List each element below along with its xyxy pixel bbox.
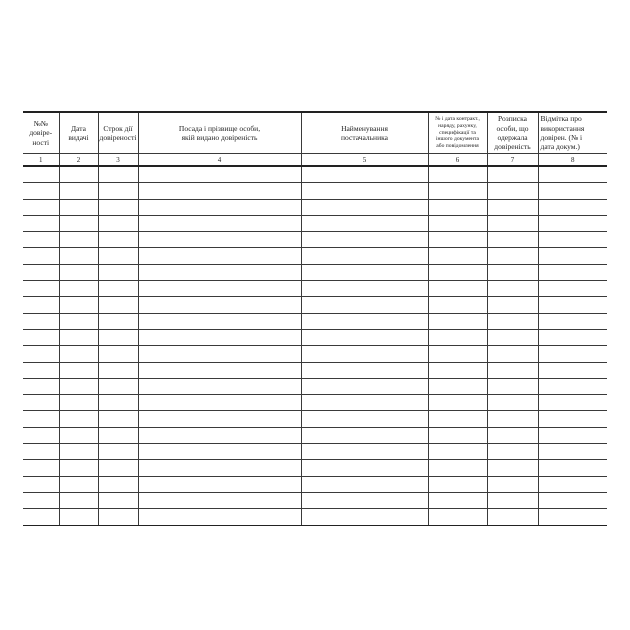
table-cell [538, 297, 607, 313]
table-cell [538, 476, 607, 492]
header-attorney-number: №№ довіре- ності [23, 112, 59, 154]
table-cell [428, 313, 487, 329]
table-cell [59, 199, 98, 215]
table-cell [538, 248, 607, 264]
table-cell [487, 199, 538, 215]
table-cell [138, 444, 301, 460]
table-cell [487, 476, 538, 492]
column-number: 1 [23, 154, 59, 167]
table-cell [98, 329, 138, 345]
table-cell [59, 460, 98, 476]
table-cell [59, 281, 98, 297]
table-cell [59, 183, 98, 199]
table-cell [98, 281, 138, 297]
table-body [23, 166, 607, 525]
table-cell [487, 362, 538, 378]
table-cell [538, 395, 607, 411]
table-cell [487, 166, 538, 183]
table-cell [138, 313, 301, 329]
table-cell [538, 329, 607, 345]
table-cell [301, 395, 428, 411]
table-cell [59, 232, 98, 248]
table-row [23, 264, 607, 280]
table-cell [138, 297, 301, 313]
table-cell [428, 378, 487, 394]
table-cell [301, 492, 428, 508]
table-cell [59, 313, 98, 329]
table-cell [98, 313, 138, 329]
table-cell [301, 264, 428, 280]
table-cell [23, 346, 59, 362]
table-cell [138, 427, 301, 443]
table-cell [23, 378, 59, 394]
table-cell [428, 427, 487, 443]
table-cell [98, 509, 138, 525]
table-cell [428, 395, 487, 411]
table-cell [59, 427, 98, 443]
table-cell [301, 297, 428, 313]
table-cell [59, 395, 98, 411]
table-row [23, 427, 607, 443]
table-cell [487, 215, 538, 231]
table-cell [538, 362, 607, 378]
table-cell [138, 166, 301, 183]
table-row [23, 378, 607, 394]
table-cell [98, 297, 138, 313]
table-cell [487, 346, 538, 362]
table-cell [428, 411, 487, 427]
table-cell [428, 329, 487, 345]
header-issue-date: Дата видачі [59, 112, 98, 154]
table-cell [538, 313, 607, 329]
table-row [23, 215, 607, 231]
table-row [23, 199, 607, 215]
table-cell [98, 476, 138, 492]
table-cell [138, 362, 301, 378]
table-cell [138, 395, 301, 411]
table-cell [98, 232, 138, 248]
table-cell [138, 378, 301, 394]
table-cell [98, 395, 138, 411]
table-cell [98, 460, 138, 476]
table-cell [301, 248, 428, 264]
table-cell [138, 460, 301, 476]
table-cell [59, 378, 98, 394]
table-cell [59, 362, 98, 378]
table-cell [23, 476, 59, 492]
column-number: 6 [428, 154, 487, 167]
table-cell [59, 346, 98, 362]
table-cell [538, 215, 607, 231]
table-cell [98, 427, 138, 443]
table-cell [428, 492, 487, 508]
column-number: 3 [98, 154, 138, 167]
table-row [23, 281, 607, 297]
table-cell [428, 183, 487, 199]
table-cell [487, 313, 538, 329]
table-cell [301, 329, 428, 345]
table-cell [301, 183, 428, 199]
column-number-row [23, 154, 607, 167]
table-cell [98, 166, 138, 183]
table-cell [23, 297, 59, 313]
table-cell [301, 281, 428, 297]
table-cell [59, 248, 98, 264]
column-number: 2 [59, 154, 98, 167]
column-number: 7 [487, 154, 538, 167]
table-cell [138, 329, 301, 345]
table-cell [538, 444, 607, 460]
column-number: 5 [301, 154, 428, 167]
table-cell [23, 313, 59, 329]
table-cell [538, 509, 607, 525]
table-cell [138, 492, 301, 508]
table-row [23, 476, 607, 492]
table-cell [538, 411, 607, 427]
table-cell [23, 264, 59, 280]
table-cell [301, 313, 428, 329]
table-cell [98, 346, 138, 362]
table-cell [301, 411, 428, 427]
table-cell [301, 427, 428, 443]
table-cell [487, 509, 538, 525]
table-cell [23, 215, 59, 231]
table-cell [59, 444, 98, 460]
table-cell [59, 509, 98, 525]
table-cell [138, 248, 301, 264]
table-cell [538, 427, 607, 443]
table-cell [538, 281, 607, 297]
table-cell [428, 248, 487, 264]
table-cell [23, 329, 59, 345]
table-cell [59, 297, 98, 313]
header-receipt-signature: Розписка особи, що одержала довіреність [487, 112, 538, 154]
table-cell [138, 281, 301, 297]
table-cell [487, 248, 538, 264]
table-cell [428, 444, 487, 460]
table-cell [538, 166, 607, 183]
table-cell [301, 215, 428, 231]
table-cell [538, 183, 607, 199]
table-cell [301, 444, 428, 460]
table-cell [138, 264, 301, 280]
table-cell [301, 199, 428, 215]
table-cell [487, 460, 538, 476]
table-cell [301, 232, 428, 248]
header-usage-note: Відмітка про використання довірен. (№ і дата докум.) [538, 112, 607, 154]
table-cell [538, 460, 607, 476]
table-cell [23, 183, 59, 199]
table-cell [138, 411, 301, 427]
table-cell [138, 183, 301, 199]
table-cell [98, 199, 138, 215]
table-row [23, 411, 607, 427]
table-cell [428, 166, 487, 183]
table-cell [428, 264, 487, 280]
table-cell [538, 232, 607, 248]
table-row [23, 166, 607, 183]
table-cell [487, 395, 538, 411]
table-cell [23, 199, 59, 215]
table-cell [23, 492, 59, 508]
header-supplier-name: Найменування постачальника [301, 112, 428, 154]
table-cell [538, 264, 607, 280]
table-cell [23, 281, 59, 297]
table-cell [23, 232, 59, 248]
header-row [23, 112, 607, 154]
table-cell [538, 199, 607, 215]
table-cell [538, 378, 607, 394]
table-row [23, 395, 607, 411]
table-cell [301, 476, 428, 492]
table-cell [98, 248, 138, 264]
table-row [23, 313, 607, 329]
table-row [23, 329, 607, 345]
table-cell [98, 215, 138, 231]
table-cell [23, 509, 59, 525]
table-row [23, 509, 607, 525]
table-cell [487, 411, 538, 427]
header-contract-document: № і дата контракт., наряду, рахунку, специфікації та іншого документа або повідомлення [428, 112, 487, 154]
table-cell [487, 264, 538, 280]
table-row [23, 183, 607, 199]
table-cell [23, 166, 59, 183]
table-cell [59, 492, 98, 508]
table-row [23, 492, 607, 508]
table-cell [487, 492, 538, 508]
table-cell [23, 362, 59, 378]
table-row [23, 444, 607, 460]
table-row [23, 248, 607, 264]
table-cell [428, 215, 487, 231]
table-cell [59, 476, 98, 492]
table-cell [487, 444, 538, 460]
column-number: 4 [138, 154, 301, 167]
table-cell [98, 411, 138, 427]
table-cell [301, 378, 428, 394]
table-row [23, 297, 607, 313]
table-cell [98, 183, 138, 199]
table-cell [428, 346, 487, 362]
table-cell [428, 199, 487, 215]
table-cell [59, 411, 98, 427]
table-cell [23, 444, 59, 460]
table-cell [487, 183, 538, 199]
table-cell [138, 199, 301, 215]
table-cell [487, 378, 538, 394]
table-cell [301, 346, 428, 362]
table-row [23, 232, 607, 248]
table-cell [487, 427, 538, 443]
table-row [23, 346, 607, 362]
table-cell [487, 281, 538, 297]
table-cell [23, 460, 59, 476]
table-cell [98, 492, 138, 508]
table-cell [428, 460, 487, 476]
table-cell [98, 264, 138, 280]
table-cell [98, 378, 138, 394]
table-cell [301, 362, 428, 378]
table-cell [23, 248, 59, 264]
column-number: 8 [538, 154, 607, 167]
table-cell [59, 329, 98, 345]
table-cell [138, 476, 301, 492]
table-cell [428, 476, 487, 492]
table-cell [428, 281, 487, 297]
table-cell [301, 460, 428, 476]
table-cell [428, 509, 487, 525]
table-cell [59, 264, 98, 280]
table-cell [98, 362, 138, 378]
header-validity-period: Строк дії довіреності [98, 112, 138, 154]
table-cell [487, 297, 538, 313]
table-cell [301, 509, 428, 525]
table-cell [98, 444, 138, 460]
table-cell [59, 166, 98, 183]
table-cell [428, 232, 487, 248]
table-cell [428, 362, 487, 378]
table-cell [59, 215, 98, 231]
table-cell [23, 395, 59, 411]
table-cell [428, 297, 487, 313]
header-position-and-name: Посада і прізвище особи, якій видано довіреність [138, 112, 301, 154]
table-cell [487, 329, 538, 345]
table-row [23, 460, 607, 476]
table-cell [538, 346, 607, 362]
table-cell [23, 427, 59, 443]
table-cell [487, 232, 538, 248]
table-cell [301, 166, 428, 183]
table-cell [23, 411, 59, 427]
table-cell [138, 232, 301, 248]
power-of-attorney-register-table [23, 111, 607, 526]
table-row [23, 362, 607, 378]
table-cell [138, 509, 301, 525]
table-cell [138, 346, 301, 362]
table-cell [138, 215, 301, 231]
table-cell [538, 492, 607, 508]
